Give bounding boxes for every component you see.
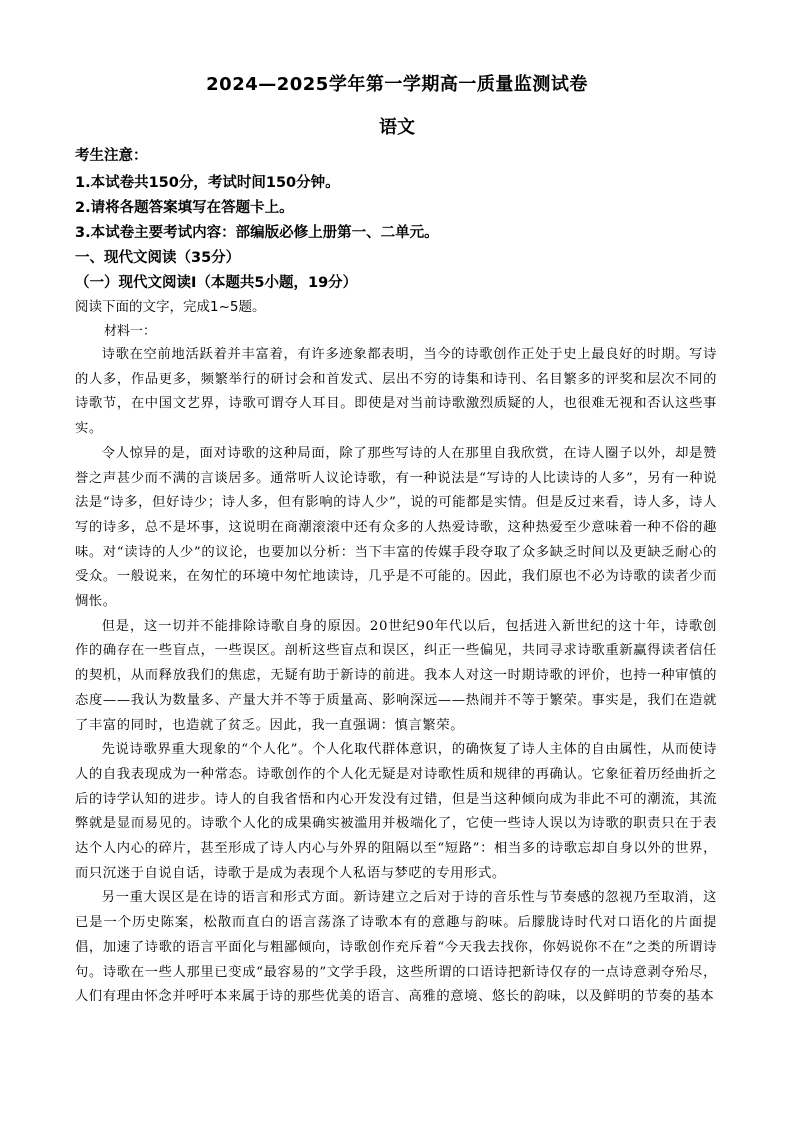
- notice-item-2: 2.请将各题答案填写在答题卡上。: [75, 200, 294, 216]
- reading-instruction: 阅读下面的文字，完成1~5题。: [75, 299, 266, 315]
- passage-paragraph-5: 另一重大误区是在诗的语言和形式方面。新诗建立之后对于诗的音乐性与节奏感的忽视乃至取消，这已是一个历史陈案，松散而直白的语言荡涤了诗歌本有的意趣与韵味。后朦胧诗时代对口语化的片面提倡，加速了诗歌的语言平面化与粗鄙倾向，诗歌创作充斥着“今天我去找你，你妈说你不在”之类的所谓诗句。诗歌在一些人那里已变成“最容易的”文学手段，这些所谓的口语诗把新诗仅存的一点诗意剥夺殆尽，人们有理由怀念并呼吁本来属于诗的那些优美的语言、高雅的意境、悠长的韵味，以及鲜明的节奏的基本: [75, 890, 717, 1005]
- notice-heading: 考生注意：: [75, 148, 148, 164]
- exam-title: 2024—2025学年第一学期高一质量监测试卷: [206, 74, 588, 95]
- subject-title: 语文: [379, 117, 415, 138]
- reading-passage: [75, 343, 717, 1010]
- passage-paragraph-4: 先说诗歌界重大现象的“个人化”。个人化取代群体意识，的确恢复了诗人主体的自由属性，从而使诗人的自我表现成为一种常态。诗歌创作的个人化无疑是对诗歌性质和规律的再确认。它象征着历经曲折之后的诗学认知的进步。诗人的自我省悟和内心开发没有过错，但是当这种倾向成为非此不可的潮流，其流弊就是显而易见的。诗歌个人化的成果确实被滥用并极端化了，它使一些诗人误以为诗歌的职责只在于表达个人内心的碎片，甚至形成了诗人内心与外界的阻隔以至“短路”：相当多的诗歌忘却自身以外的世界，而只沉迷于自说自话，诗歌于是成为表现个人私语与梦呓的专用形式。: [75, 742, 717, 881]
- section-heading: 一、现代文阅读（35分）: [75, 250, 241, 266]
- notice-item-1: 1.本试卷共150分，考试时间150分钟。: [75, 175, 340, 191]
- passage-paragraph-2: 令人惊异的是，面对诗歌的这种局面，除了那些写诗的人在那里自我欣赏，在诗人圈子以外，却是赞誉之声甚少而不满的言谈居多。通常听人议论诗歌，有一种说法是“写诗的人比读诗的人多”，另有一种说法是“诗多，但好诗少；诗人多，但有影响的诗人少”，说的可能都是实情。但是反过来看，诗人多，诗人写的诗多，总不是坏事，这说明在商潮滚滚中还有众多的人热爱诗歌，这种热爱至少意味着一种不俗的趣味。对“读诗的人少”的议论，也要加以分析：当下丰富的传媒手段夺取了众多缺乏时间以及更缺乏耐心的受众。一般说来，在匆忙的环境中匆忙地读诗，几乎是不可能的。因此，我们原也不必为诗歌的读者少而惆怅。: [75, 445, 717, 610]
- passage-paragraph-1: 诗歌在空前地活跃着并丰富着，有许多迹象都表明，当今的诗歌创作正处于史上最良好的时期。写诗的人多，作品更多，频繁举行的研讨会和首发式、层出不穷的诗集和诗刊、名目繁多的评奖和层次不同的诗歌节，在中国文艺界，诗歌可谓夺人耳目。即使是对当前诗歌激烈质疑的人，也很难无视和否认这些事实。: [75, 347, 717, 437]
- section-subheading: （一）现代文阅读Ⅰ（本题共5小题，19分）: [75, 275, 358, 291]
- material-label: 材料一：: [104, 324, 157, 339]
- notice-item-3: 3.本试卷主要考试内容：部编版必修上册第一、二单元。: [75, 225, 439, 241]
- passage-paragraph-3: 但是，这一切并不能排除诗歌自身的原因。20世纪90年代以后，包括进入新世纪的这十年，诗歌创作的确存在一些盲点，一些误区。剖析这些盲点和误区，纠正一些偏见，共同寻求诗歌重新赢得读者信任的契机，从而释放我们的焦虑，无疑有助于新诗的前进。我本人对这一时期诗歌的评价，也持一种审慎的态度——我认为数量多、产量大并不等于质量高、影响深远——热闹并不等于繁荣。事实是，我们在造就了丰富的同时，也造就了贫乏。因此，我一直强调：慎言繁荣。: [75, 618, 717, 733]
